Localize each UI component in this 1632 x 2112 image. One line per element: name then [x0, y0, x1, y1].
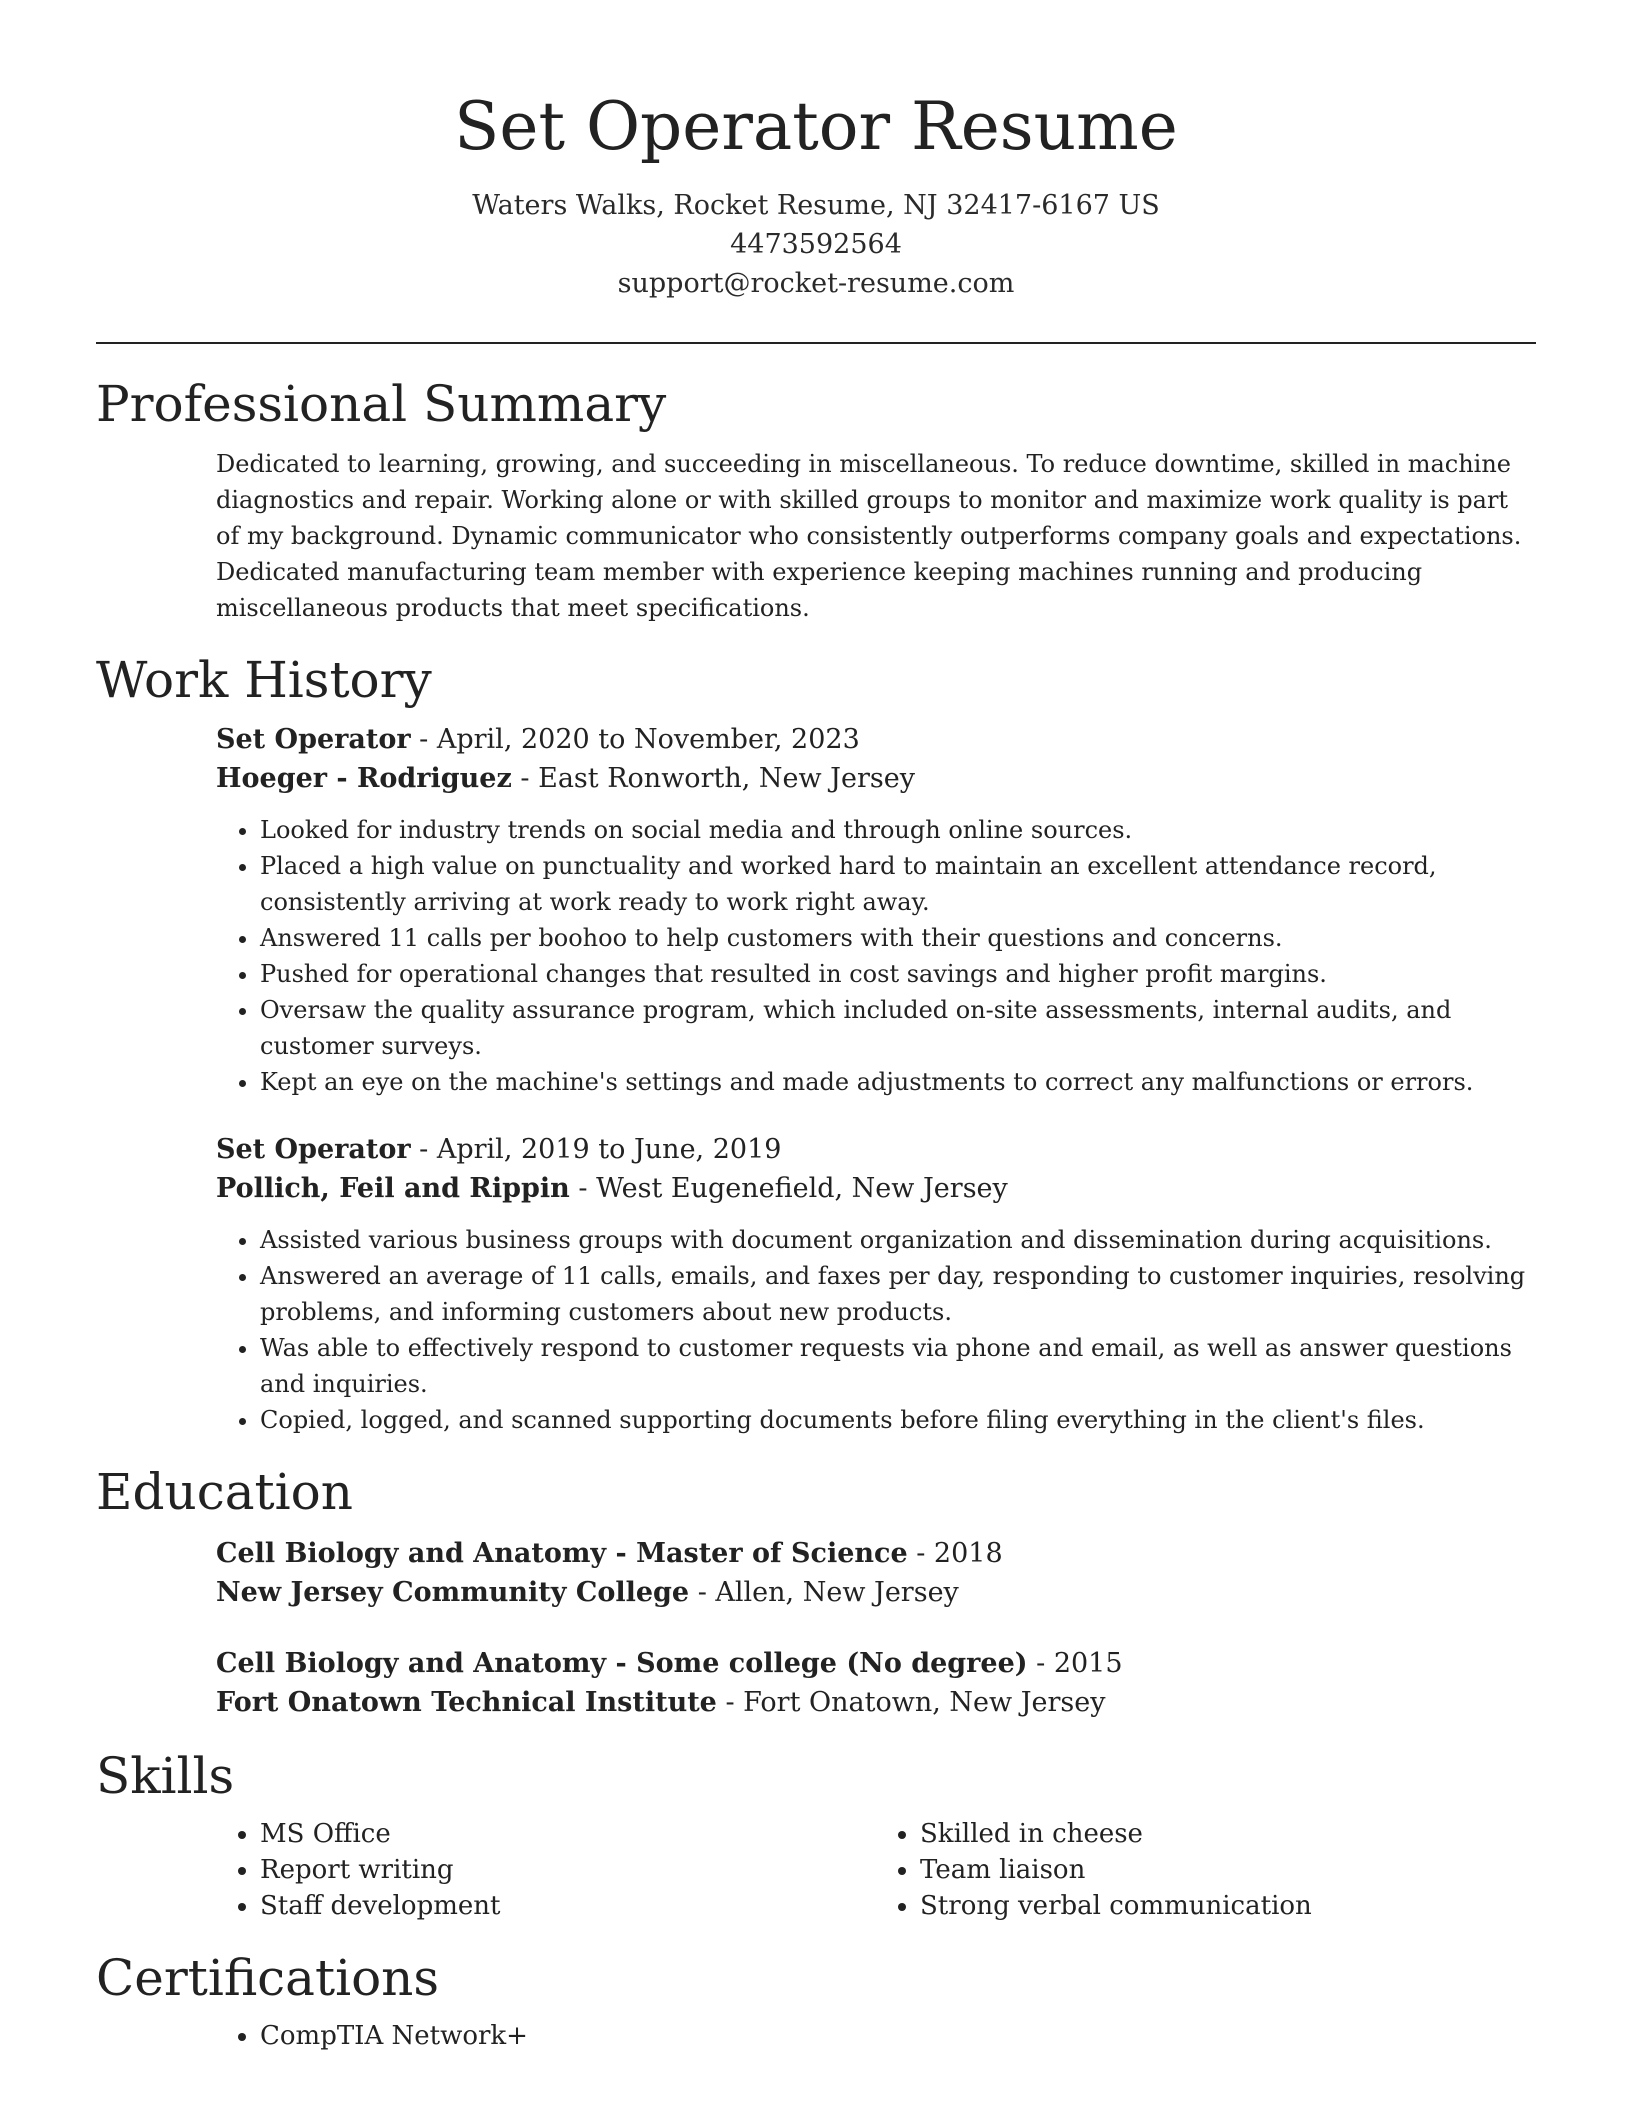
job-company-line [216, 1170, 1536, 1208]
list-item: • Was able to effectively respond to customer requests via phone and email, as well as answer questions and inquiries. [260, 1330, 1536, 1402]
education-school: Fort Onatown Technical Institute [216, 1687, 717, 1718]
job-bullets [216, 1222, 1536, 1438]
certification-item: • CompTIA Network+ [260, 2018, 1536, 2054]
education-degree: Cell Biology and Anatomy - Some college (No degree) [216, 1648, 1028, 1679]
education-entry [216, 1534, 1536, 1612]
list-item: • Answered an average of 11 calls, emails, and faxes per day, responding to customer inquiries, resolving problems, and informing customers about new products. [260, 1258, 1536, 1330]
job-company: Pollich, Feil and Rippin [216, 1173, 570, 1204]
contact-address: Waters Walks, Rocket Resume, NJ 32417-6167 US [472, 190, 1160, 221]
job-title-line [216, 1130, 1536, 1170]
resume-title: Set Operator Resume [454, 88, 1178, 165]
education-year: - 2015 [1036, 1648, 1123, 1679]
skills-grid [216, 1816, 1536, 1924]
education-heading: Education [96, 1463, 353, 1521]
list-item: • Looked for industry trends on social media and through online sources. [260, 812, 1536, 848]
summary-text: Dedicated to learning, growing, and succeeding in miscellaneous. To reduce downtime, skilled in machine diagnostics and repair. Working alone or with skilled groups to monitor and maximize work quality is part of my background. Dynamic communicator who consistently outperforms company goals and expectations. Dedicated manufacturing team member with experience keeping machines running and producing miscellaneous products that meet specifications. [216, 450, 1522, 622]
education-school-line [216, 1684, 1536, 1722]
summary-heading: Professional Summary [96, 375, 667, 433]
certifications-heading: Certifications [96, 1949, 440, 2007]
resume-header [96, 0, 1536, 303]
skill-item: • Team liaison [920, 1852, 1536, 1888]
job-company: Hoeger - Rodriguez [216, 763, 512, 794]
contact-email: support@rocket-resume.com [617, 268, 1015, 299]
education-degree-line [216, 1644, 1536, 1684]
job-bullets [216, 812, 1536, 1100]
skills-column-right [876, 1816, 1536, 1924]
job-role: Set Operator [216, 724, 411, 755]
skill-item: • Strong verbal communication [920, 1888, 1536, 1924]
skills-heading: Skills [96, 1747, 235, 1805]
list-item: • Answered 11 calls per boohoo to help customers with their questions and concerns. [260, 920, 1536, 956]
skills-column-left [216, 1816, 876, 1924]
job-entry [216, 1130, 1536, 1438]
job-dates: - April, 2019 to June, 2019 [419, 1134, 782, 1165]
list-item: • Assisted various business groups with document organization and dissemination during acquisitions. [260, 1222, 1536, 1258]
summary-section [96, 374, 1536, 626]
education-year: - 2018 [916, 1538, 1003, 1569]
certifications-section [96, 1948, 1536, 2054]
work-heading: Work History [96, 651, 432, 709]
job-role: Set Operator [216, 1134, 411, 1165]
job-dates: - April, 2020 to November, 2023 [419, 724, 860, 755]
list-item: • Oversaw the quality assurance program, which included on-site assessments, internal audits, and customer surveys. [260, 992, 1536, 1064]
education-school: New Jersey Community College [216, 1577, 690, 1608]
contact-block [96, 186, 1536, 303]
list-item: • Copied, logged, and scanned supporting documents before filing everything in the client's files. [260, 1402, 1536, 1438]
skill-item: • Report writing [260, 1852, 876, 1888]
list-item: • Kept an eye on the machine's settings and made adjustments to correct any malfunctions or errors. [260, 1064, 1536, 1100]
education-school-line [216, 1574, 1536, 1612]
education-section [96, 1462, 1536, 1722]
certifications-body [216, 2018, 1536, 2054]
work-section [96, 650, 1536, 1438]
education-location: - Fort Onatown, New Jersey [725, 1687, 1106, 1718]
job-company-line [216, 760, 1536, 798]
education-degree-line [216, 1534, 1536, 1574]
summary-body [216, 446, 1536, 626]
job-title-line [216, 720, 1536, 760]
education-location: - Allen, New Jersey [697, 1577, 959, 1608]
list-item: • Placed a high value on punctuality and worked hard to maintain an excellent attendance record, consistently arriving at work ready to work right away. [260, 848, 1536, 920]
job-location: - East Ronworth, New Jersey [520, 763, 915, 794]
skills-section [96, 1746, 1536, 1924]
job-location: - West Eugenefield, New Jersey [578, 1173, 1008, 1204]
education-entry [216, 1644, 1536, 1722]
skill-item: • MS Office [260, 1816, 876, 1852]
contact-phone: 4473592564 [730, 229, 902, 260]
header-divider [96, 342, 1536, 344]
skill-item: • Skilled in cheese [920, 1816, 1536, 1852]
certifications-list [216, 2018, 1536, 2054]
skill-item: • Staff development [260, 1888, 876, 1924]
education-degree: Cell Biology and Anatomy - Master of Science [216, 1538, 908, 1569]
list-item: • Pushed for operational changes that resulted in cost savings and higher profit margins. [260, 956, 1536, 992]
job-entry [216, 720, 1536, 1100]
